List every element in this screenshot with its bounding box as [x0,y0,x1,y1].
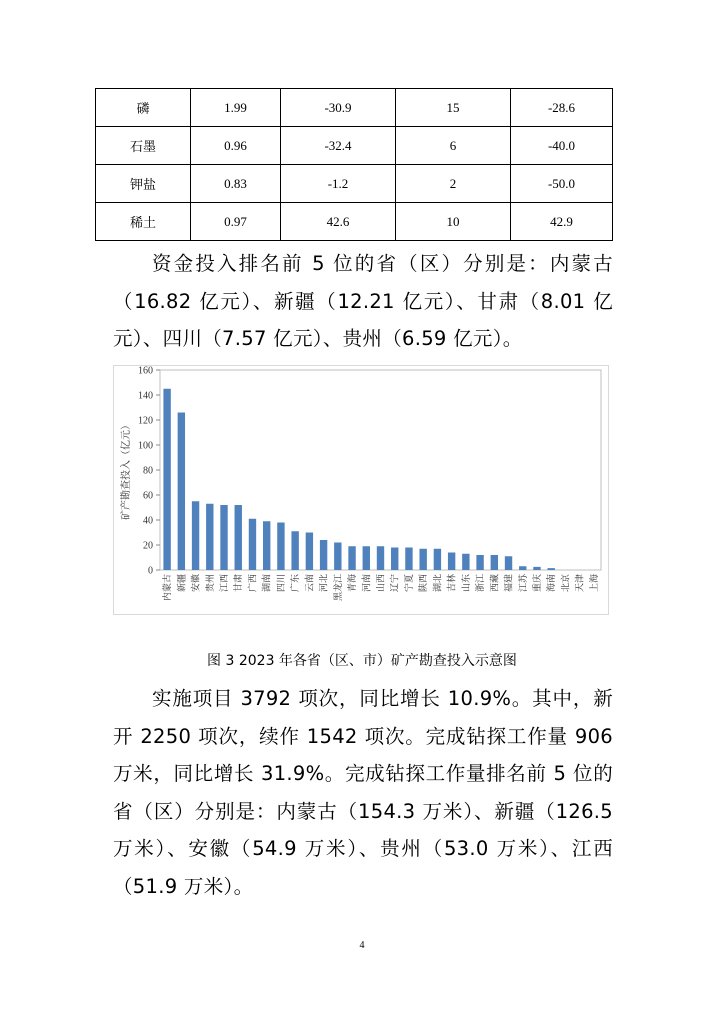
table-row [96,165,613,203]
table-cell: -30.9 [281,89,396,127]
table-cell: 0.97 [191,203,281,241]
x-tick-label: 浙江 [476,574,487,593]
y-tick-label: 0 [148,565,153,577]
x-tick-label: 内蒙古 [163,574,174,602]
table-cell: 6 [396,127,511,165]
x-tick-label: 陕西 [419,574,430,593]
table-row [96,127,613,165]
table-cell: 0.96 [191,127,281,165]
bar-福建 [505,556,512,570]
table-cell: 15 [396,89,511,127]
table-cell: 0.83 [191,165,281,203]
y-tick-label: 120 [138,415,153,427]
bar-吉林 [448,553,455,571]
bar-江西 [220,505,227,570]
y-tick-label: 40 [143,515,153,527]
x-tick-label: 湖北 [433,574,444,593]
bar-湖北 [434,549,441,570]
table-cell: -40.0 [511,127,613,165]
bar-重庆 [533,567,540,570]
x-tick-label: 西藏 [490,574,501,593]
table-row [96,89,613,127]
bar-新疆 [178,413,185,571]
bar-海南 [548,568,555,570]
bar-广西 [249,519,256,570]
x-tick-label: 辽宁 [390,574,401,593]
y-tick-label: 60 [143,490,153,502]
y-tick-label: 20 [143,540,153,552]
x-tick-label: 江苏 [518,574,529,593]
y-tick-label: 140 [138,390,153,402]
x-tick-label: 广西 [248,574,259,593]
x-tick-label: 江西 [220,574,231,593]
x-tick-label: 重庆 [532,574,543,593]
bar-辽宁 [391,548,398,571]
bar-贵州 [206,504,213,570]
paragraph-funding-top5: 资金投入排名前 5 位的省（区）分别是：内蒙古（16.82 亿元）、新疆（12.21 亿元）、甘肃（8.01 亿元）、四川（7.57 亿元）、贵州（6.59 亿元）。 [113,252,613,350]
table-cell: -50.0 [511,165,613,203]
x-tick-label: 湖南 [262,574,273,593]
y-tick-label: 80 [143,465,153,477]
x-tick-label: 黑龙江 [333,574,344,602]
page-number: 4 [359,940,365,951]
x-tick-label: 河南 [362,574,373,593]
mineral-table-fragment [95,88,613,241]
exploration-investment-chart [113,365,609,615]
paragraph-drilling: 实施项目 3792 项次，同比增长 10.9%。其中，新开 2250 项次，续作 1542 项次。完成钻探工作量 906 万米，同比增长 31.9%。完成钻探工作量排名前 5 位的省（区）分别是：内蒙古（154.3 万米）、新疆（126.5 万米）、安徽（54.9 万米）、贵州（53.0 万米）、江西（51.9 万米）。 [113,687,613,898]
bar-云南 [306,533,313,571]
x-tick-label: 吉林 [447,574,458,593]
x-tick-label: 山西 [376,574,387,593]
x-tick-label: 山东 [461,574,472,593]
y-axis-label: 矿产勘查投入（亿元） [121,420,132,520]
y-tick-label: 160 [138,365,153,377]
x-tick-label: 新疆 [177,574,188,593]
bar-陕西 [419,549,426,570]
figure-caption: 图 3 2023 年各省（区、市）矿产勘查投入示意图 [207,653,517,669]
x-tick-label: 广东 [291,574,302,593]
x-tick-label: 天津 [575,574,586,593]
bar-chart-svg [113,365,609,615]
x-tick-label: 北京 [561,574,572,593]
mineral-table [95,88,613,241]
bar-河南 [363,546,370,570]
x-tick-label: 甘肃 [234,574,245,593]
table-cell-mineral: 稀土 [96,203,191,241]
table-cell: -32.4 [281,127,396,165]
table-cell: 42.9 [511,203,613,241]
y-tick-label: 100 [138,440,153,452]
bar-黑龙江 [334,543,341,571]
bar-浙江 [476,555,483,570]
bar-宁夏 [405,548,412,571]
table-cell: 42.6 [281,203,396,241]
table-cell-mineral: 石墨 [96,127,191,165]
bar-青海 [348,546,355,570]
bar-安徽 [192,501,199,570]
table-cell: -1.2 [281,165,396,203]
x-tick-label: 青海 [348,574,359,593]
x-tick-label: 宁夏 [404,574,415,593]
x-tick-label: 云南 [305,574,316,593]
bar-内蒙古 [163,389,170,570]
bar-河北 [320,540,327,570]
bar-江苏 [519,566,526,570]
table-cell: 2 [396,165,511,203]
x-tick-label: 安徽 [191,574,202,593]
x-tick-label: 上海 [589,574,600,593]
bar-四川 [277,523,284,571]
table-cell-mineral: 钾盐 [96,165,191,203]
bar-湖南 [263,521,270,570]
bar-广东 [291,531,298,570]
bar-甘肃 [235,505,242,570]
x-tick-label: 四川 [276,574,287,593]
x-tick-label: 贵州 [205,574,216,593]
table-row [96,203,613,241]
bar-山东 [462,554,469,570]
bar-西藏 [491,555,498,570]
bar-山西 [377,546,384,570]
table-cell-mineral: 磷 [96,89,191,127]
table-cell: -28.6 [511,89,613,127]
x-tick-label: 河北 [319,574,330,593]
table-cell: 1.99 [191,89,281,127]
x-tick-label: 福建 [504,574,515,593]
x-tick-label: 海南 [547,574,558,593]
table-cell: 10 [396,203,511,241]
